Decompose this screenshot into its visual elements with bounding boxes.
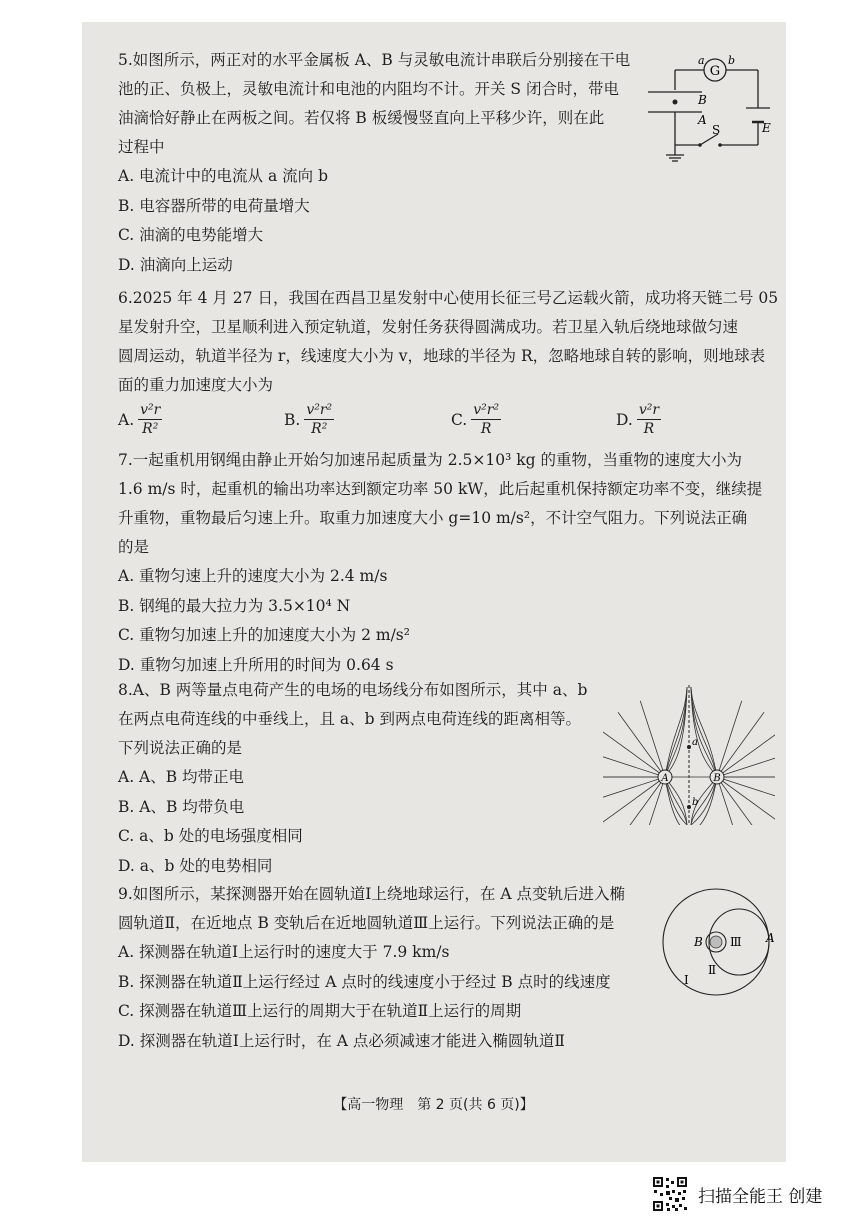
question-8 [118,676,587,881]
q9-fig-label-a: A [766,931,775,945]
q6-option-a [118,402,162,437]
numerator: v²r [140,402,161,418]
fraction [637,402,661,437]
q8-option-b: B. A、B 均带负电 [118,797,245,816]
field-line-right [717,701,742,777]
q7-line: 升重物，重物最后匀速上升。取重力加速度大小 g=10 m/s²，不计空气阻力。下列说法正确 [118,509,748,527]
q5-fig-label-a: a [698,54,705,67]
q6-option-b [284,402,334,437]
q5-fig-label-battery: E [762,121,771,135]
q6-option-d [616,402,661,437]
q5-line: 油滴恰好静止在两板之间。若仅将 B 板缓慢竖直向上平移少许，则在此 [118,109,605,127]
field-line-left [618,712,665,777]
q5-circuit-diagram [640,50,780,165]
q6-option-c [451,402,501,437]
denominator: R² [142,421,159,437]
q7-option-d: D. 重物匀加速上升所用的时间为 0.64 s [118,655,394,674]
q8-line: 在两点电荷连线的中垂线上，且 a、b 到两点电荷连线的距离相等。 [118,710,582,728]
q9-option-d: D. 探测器在轨道Ⅰ上运行时，在 A 点必须减速才能进入椭圆轨道Ⅱ [118,1031,565,1050]
q7-option-b: B. 钢绳的最大拉力为 3.5×10⁴ N [118,596,351,615]
q6-line: 星发射升空，卫星顺利进入预定轨道，发射任务获得圆满成功。若卫星入轨后绕地球做匀速 [118,318,739,336]
scanner-watermark [652,1176,822,1212]
q5-option-d: D. 油滴向上运动 [118,255,233,274]
fraction [304,402,334,437]
field-line-left [640,701,665,777]
q8-fig-label-point-a: a [692,737,698,748]
q7-option-c: C. 重物匀加速上升的加速度大小为 2 m/s² [118,626,410,644]
q9-fig-label-orbit-3: Ⅲ [730,935,742,949]
numerator: v²r² [306,402,333,418]
question-6 [118,284,778,400]
denominator: R [643,421,655,437]
q6-line: 面的重力加速度大小为 [118,376,274,394]
q5-fig-label-g: G [709,64,721,79]
q5-fig-label-switch: S [712,123,721,137]
q5-option-c: C. 油滴的电势能增大 [118,226,264,244]
option-letter: D. [616,410,633,429]
denominator: R² [311,421,328,437]
q9-line: 9.如图所示，某探测器开始在圆轨道Ⅰ上绕地球运行，在 A 点变轨后进入椭 [118,885,625,903]
q7-line: 的是 [118,538,150,556]
q8-option-d: D. a、b 处的电势相同 [118,856,273,875]
question-7 [118,446,762,680]
q7-option-a: A. 重物匀速上升的速度大小为 2.4 m/s [118,567,388,585]
q6-line: 圆周运动，轨道半径为 r，线速度大小为 v，地球的半径为 R，忽略地球自转的影响，则地球表 [118,347,766,365]
scanner-watermark-text: 扫描全能王 创建 [698,1186,823,1207]
field-line-left [618,777,665,825]
option-letter: B. [284,410,301,429]
q9-fig-label-orbit-1: Ⅰ [684,973,689,987]
q7-line: 7.一起重机用钢绳由静止开始匀加速吊起质量为 2.5×10³ kg 的重物，当重物的速度大小为 [118,451,742,469]
q8-line: 8.A、B 两等量点电荷产生的电场的电场线分布如图所示，其中 a、b [118,681,588,699]
q8-fig-label-point-b: b [692,797,699,808]
q8-fig-label-charge-a: A [661,773,669,784]
question-9 [118,880,625,1056]
fraction [471,402,501,437]
q5-line: 过程中 [118,138,165,156]
q5-option-a: A. 电流计中的电流从 a 流向 b [118,167,328,185]
page-footer: 【高一物理 第 2 页(共 6 页)】 [333,1097,534,1113]
numerator: v²r [638,402,660,418]
field-line-right [717,777,764,825]
q9-option-c: C. 探测器在轨道Ⅲ上运行的周期大于在轨道Ⅱ上运行的周期 [118,1002,522,1020]
q9-option-b: B. 探测器在轨道Ⅱ上运行经过 A 点时的线速度小于经过 B 点时的线速度 [118,972,611,991]
q9-option-a: A. 探测器在轨道Ⅰ上运行时的速度大于 7.9 km/s [118,943,450,961]
q9-fig-label-orbit-2: Ⅱ [708,963,717,977]
denominator: R [480,421,492,437]
option-letter: C. [451,410,468,429]
q9-orbit-diagram [660,884,776,1002]
field-line-left [603,777,665,824]
q5-line: 5.如图所示，两正对的水平金属板 A、B 与灵敏电流计串联后分别接在干电 [118,51,631,69]
q8-option-a: A. A、B 均带正电 [118,768,245,786]
q9-fig-label-b: B [694,935,703,949]
q5-fig-label-plate-a: A [698,113,707,127]
question-5 [118,46,630,280]
q5-fig-label-plate-b: B [698,93,707,107]
q6-options [118,402,718,450]
q6-line: 6.2025 年 4 月 27 日，我国在西昌卫星发射中心使用长征三号乙运载火箭，成功将天链二号 05 [118,289,779,307]
q8-option-c: C. a、b 处的电场强度相同 [118,827,303,845]
q5-option-b: B. 电容器所带的电荷量增大 [118,196,310,215]
q5-line: 池的正、负极上，灵敏电流计和电池的内阻均不计。开关 S 闭合时，带电 [118,80,619,98]
numerator: v²r² [473,402,500,418]
q8-line: 下列说法正确的是 [118,739,243,757]
q8-fig-label-charge-b: B [713,773,721,784]
q5-fig-label-b: b [728,54,736,67]
q8-field-lines-diagram [603,683,775,825]
option-letter: A. [118,410,135,429]
q9-line: 圆轨道Ⅱ，在近地点 B 变轨后在近地圆轨道Ⅲ上运行。下列说法正确的是 [118,914,615,932]
field-line-left [603,730,665,777]
field-line-right [717,712,764,777]
qr-code-icon [652,1176,688,1212]
fraction [138,402,162,437]
q7-line: 1.6 m/s 时，起重机的输出功率达到额定功率 50 kW，此后起重机保持额定功率不变，继续提 [118,480,763,498]
